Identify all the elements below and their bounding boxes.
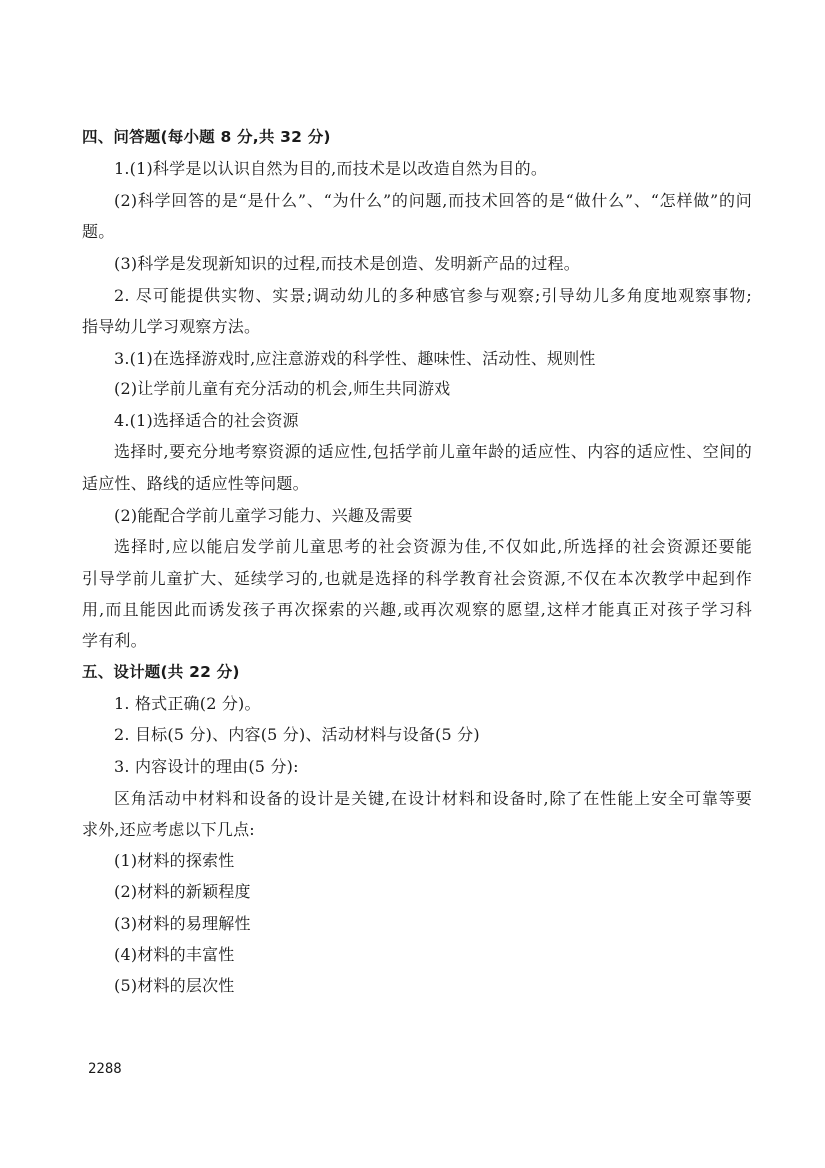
answer-line: (2)能配合学前儿童学习能力、兴趣及需要 (114, 506, 413, 525)
answer-line: 适应性、路线的适应性等问题。 (82, 474, 309, 493)
answer-line: (3)材料的易理解性 (114, 914, 251, 933)
answer-line: 2. 目标(5 分)、内容(5 分)、活动材料与设备(5 分) (114, 725, 480, 744)
answer-line: 选择时,要充分地考察资源的适应性,包括学前儿童年龄的适应性、内容的适应性、空间的 (114, 442, 752, 461)
answer-line: (2)科学回答的是“是什么”、“为什么”的问题,而技术回答的是“做什么”、“怎样做”的问 (114, 191, 752, 210)
answer-line: (2)让学前儿童有充分活动的机会,师生共同游戏 (114, 379, 451, 398)
answer-line: 题。 (82, 222, 115, 241)
answer-line: 1. 格式正确(2 分)。 (114, 694, 261, 713)
answer-line: (4)材料的丰富性 (114, 945, 235, 964)
answer-line: 学有利。 (82, 631, 147, 650)
answer-line: 指导幼儿学习观察方法。 (82, 317, 261, 336)
answer-line: 1.(1)科学是以认识自然为目的,而技术是以改造自然为目的。 (114, 159, 548, 178)
answer-line: (3)科学是发现新知识的过程,而技术是创造、发明新产品的过程。 (114, 254, 580, 273)
answer-line: (5)材料的层次性 (114, 976, 235, 995)
page-number: 2288 (88, 1061, 122, 1077)
answer-line: 选择时,应以能启发学前儿童思考的社会资源为佳,不仅如此,所选择的社会资源还要能 (114, 537, 752, 556)
section-5-heading: 五、设计题(共 22 分) (82, 663, 240, 681)
answer-line: 用,而且能因此而诱发孩子再次探索的兴趣,或再次观察的愿望,这样才能真正对孩子学习科 (82, 600, 752, 619)
answer-line: 引导学前儿童扩大、延续学习的,也就是选择的科学教育社会资源,不仅在本次教学中起到作 (82, 569, 752, 588)
answer-line: 4.(1)选择适合的社会资源 (114, 411, 299, 430)
answer-line: (1)材料的探索性 (114, 851, 235, 870)
answer-line: 3.(1)在选择游戏时,应注意游戏的科学性、趣味性、活动性、规则性 (114, 349, 596, 368)
answer-line: 2. 尽可能提供实物、实景;调动幼儿的多种感官参与观察;引导幼儿多角度地观察事物; (114, 286, 752, 305)
answer-line: 求外,还应考虑以下几点: (82, 820, 255, 839)
section-4-heading: 四、问答题(每小题 8 分,共 32 分) (82, 128, 331, 146)
answer-line: (2)材料的新颖程度 (114, 882, 251, 901)
answer-line: 3. 内容设计的理由(5 分): (114, 757, 299, 776)
answer-line: 区角活动中材料和设备的设计是关键,在设计材料和设备时,除了在性能上安全可靠等要 (114, 789, 752, 808)
